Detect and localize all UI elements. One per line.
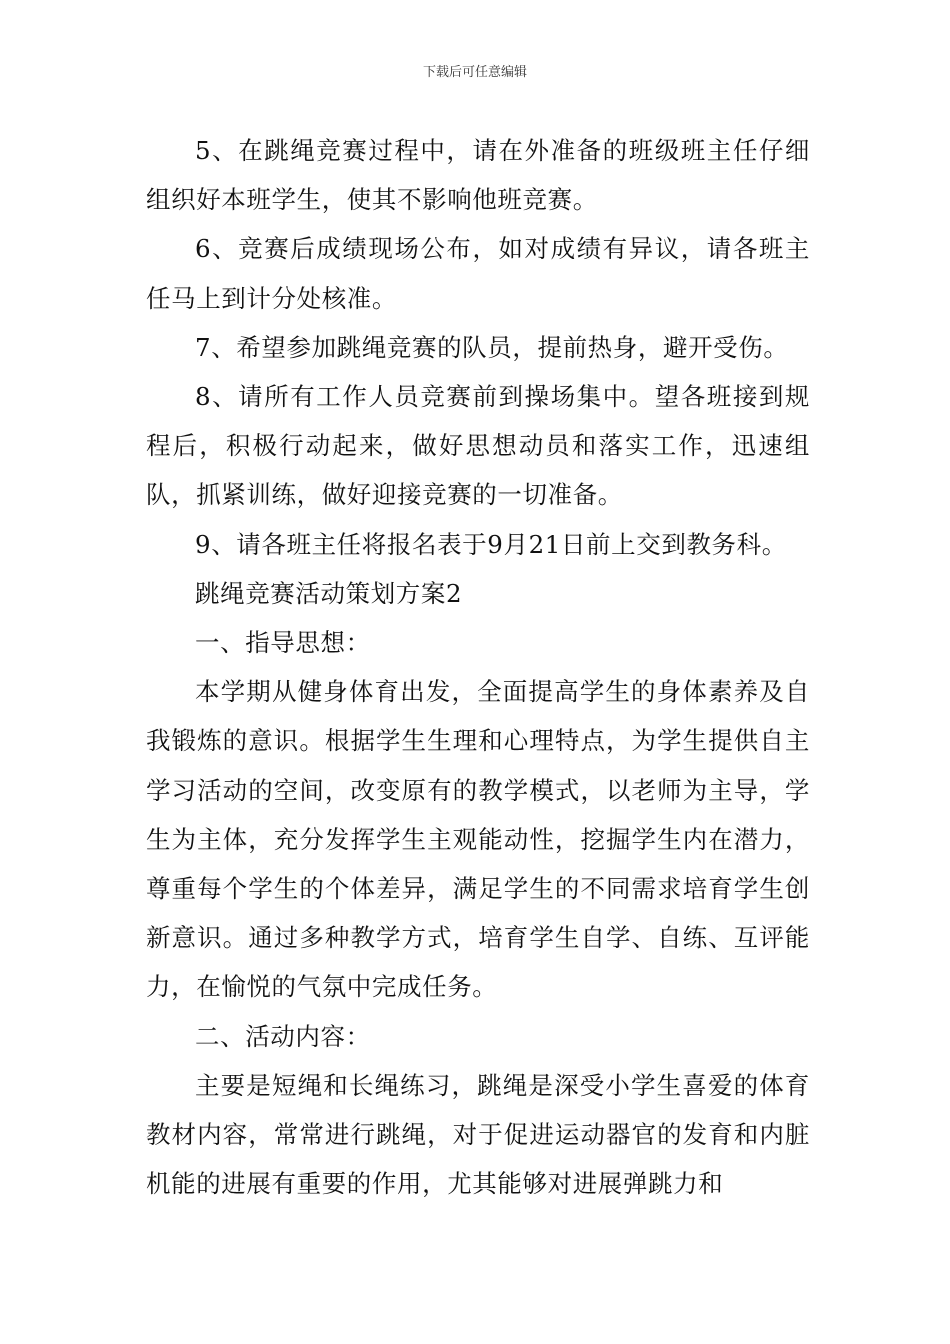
paragraph-guiding-ideology: 本学期从健身体育出发，全面提高学生的身体素养及自我锻炼的意识。根据学生生理和心理特点，为学生提供自主学习活动的空间，改变原有的教学模式，以老师为主导，学生为主体，充分发挥学生主观能动性，挖掘学生内在潜力，尊重每个学生的个体差异，满足学生的不同需求培育学生创新意识。通过多种教学方式，培育学生自学、自练、互评能力，在愉悦的气氛中完成任务。	[146, 677, 810, 1002]
heading-guiding-ideology: 一、指导思想：	[195, 628, 371, 658]
paragraph-item-7: 7、希望参加跳绳竞赛的队员，提前热身，避开受伤。	[195, 332, 789, 362]
document-body	[146, 126, 810, 1208]
page-header-note: 下载后可任意编辑	[422, 65, 527, 80]
section-title: 跳绳竞赛活动策划方案2	[195, 578, 463, 608]
paragraph-item-8: 8、请所有工作人员竞赛前到操场集中。望各班接到规程后，积极行动起来，做好思想动员和落实工作，迅速组队，抓紧训练，做好迎接竞赛的一切准备。	[146, 382, 810, 510]
paragraph-item-9: 9、请各班主任将报名表于9月21日前上交到教务科。	[195, 529, 787, 559]
paragraph-activity-content: 主要是短绳和长绳练习，跳绳是深受小学生喜爱的体育教材内容，常常进行跳绳，对于促进运动器官的发育和内脏机能的进展有重要的作用，尤其能够对进展弹跳力和	[146, 1070, 810, 1199]
paragraph-item-6: 6、竞赛后成绩现场公布，如对成绩有异议，请各班主任马上到计分处核准。	[146, 234, 810, 313]
paragraph-item-5: 5、在跳绳竞赛过程中，请在外准备的班级班主任仔细组织好本班学生，使其不影响他班竞赛。	[146, 136, 810, 215]
heading-activity-content: 二、活动内容：	[195, 1021, 371, 1051]
